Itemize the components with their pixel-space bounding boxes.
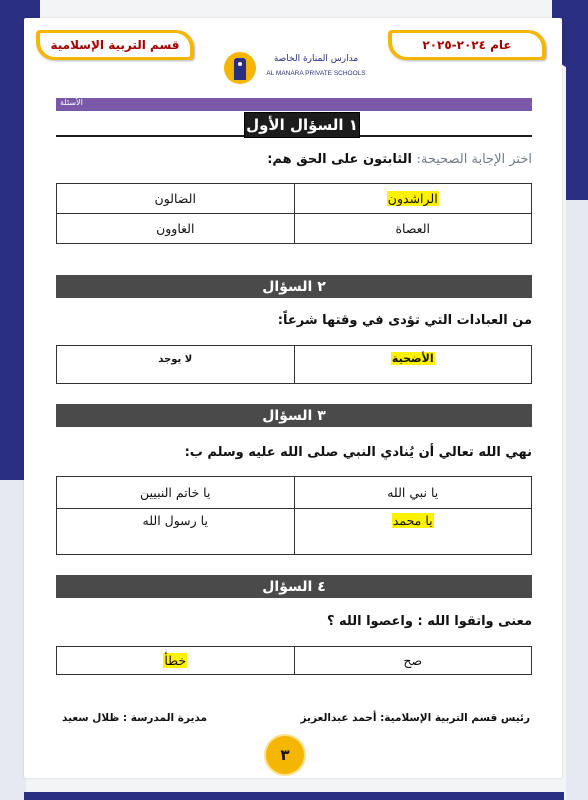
option-cell[interactable]: يا نبي الله — [294, 477, 532, 509]
question-1-instruction: اختر الإجابة الصحيحة: — [416, 152, 532, 167]
correct-answer-highlight: الأضحية — [391, 352, 434, 365]
question-3-title: ٣ السؤال — [56, 404, 532, 427]
options-row — [57, 214, 532, 244]
page-frame-right — [566, 0, 588, 800]
question-4-title: ٤ السؤال — [56, 575, 532, 598]
page-bottom-strip — [24, 792, 564, 800]
questions-band — [56, 98, 532, 111]
question-1-prompt — [56, 152, 532, 167]
school-name-english: AL MANARA PRIVATE SCHOOLS — [266, 70, 366, 77]
option-cell[interactable] — [294, 346, 532, 384]
year-badge — [388, 30, 546, 60]
option-cell[interactable]: لا يوجد — [57, 346, 295, 384]
question-3-text: نهي الله تعالي أن يُنادي النبي صلى الله عليه وسلم ب: — [184, 445, 532, 460]
question-1-title: ١ السؤال الأول — [244, 112, 360, 138]
option-cell[interactable] — [294, 184, 532, 214]
question-1-text: الثابتون على الحق هم: — [267, 152, 412, 167]
question-2-title: ٢ السؤال — [56, 275, 532, 298]
options-row — [57, 184, 532, 214]
question-2-text: من العبادات التي تؤدى في وقتها شرعاً: — [277, 313, 532, 328]
option-cell[interactable]: الضالون — [57, 184, 295, 214]
option-cell[interactable] — [294, 509, 532, 555]
page-frame-left — [0, 0, 26, 800]
question-2-options — [56, 345, 532, 384]
lighthouse-icon — [224, 52, 256, 84]
questions-band-label: الأسئلة — [60, 98, 83, 107]
option-cell[interactable]: العصاة — [294, 214, 532, 244]
option-cell[interactable] — [57, 647, 295, 675]
options-row — [57, 509, 532, 555]
principal-signature: مديرة المدرسة : ظلال سعيد — [62, 712, 208, 724]
correct-answer-highlight: خطأ — [164, 653, 187, 668]
department-badge — [36, 30, 194, 60]
correct-answer-highlight: الراشدون — [387, 191, 438, 206]
option-cell[interactable]: صح — [294, 647, 532, 675]
question-4-options — [56, 646, 532, 675]
options-row — [57, 647, 532, 675]
option-cell[interactable]: الغاوون — [57, 214, 295, 244]
option-cell[interactable]: يا رسول الله — [57, 509, 295, 555]
department-label: قسم التربية الإسلامية — [40, 33, 190, 57]
options-row — [57, 477, 532, 509]
department-head-signature: رئيس قسم التربية الإسلامية: أحمد عبدالعزيز — [300, 712, 530, 724]
school-logo — [218, 52, 370, 86]
option-cell[interactable]: يا خاتم النبيين — [57, 477, 295, 509]
question-4-text: معنى واتقوا الله : واعصوا الله ؟ — [326, 614, 532, 629]
question-1-options — [56, 183, 532, 244]
year-label: عام ٢٠٢٤-٢٠٢٥ — [392, 33, 542, 57]
question-3-options — [56, 476, 532, 555]
options-row — [57, 346, 532, 384]
correct-answer-highlight: يا محمد — [392, 513, 433, 528]
page-number: ٣ — [266, 736, 304, 774]
school-name-arabic: مدارس المنارة الخاصة — [273, 54, 359, 64]
